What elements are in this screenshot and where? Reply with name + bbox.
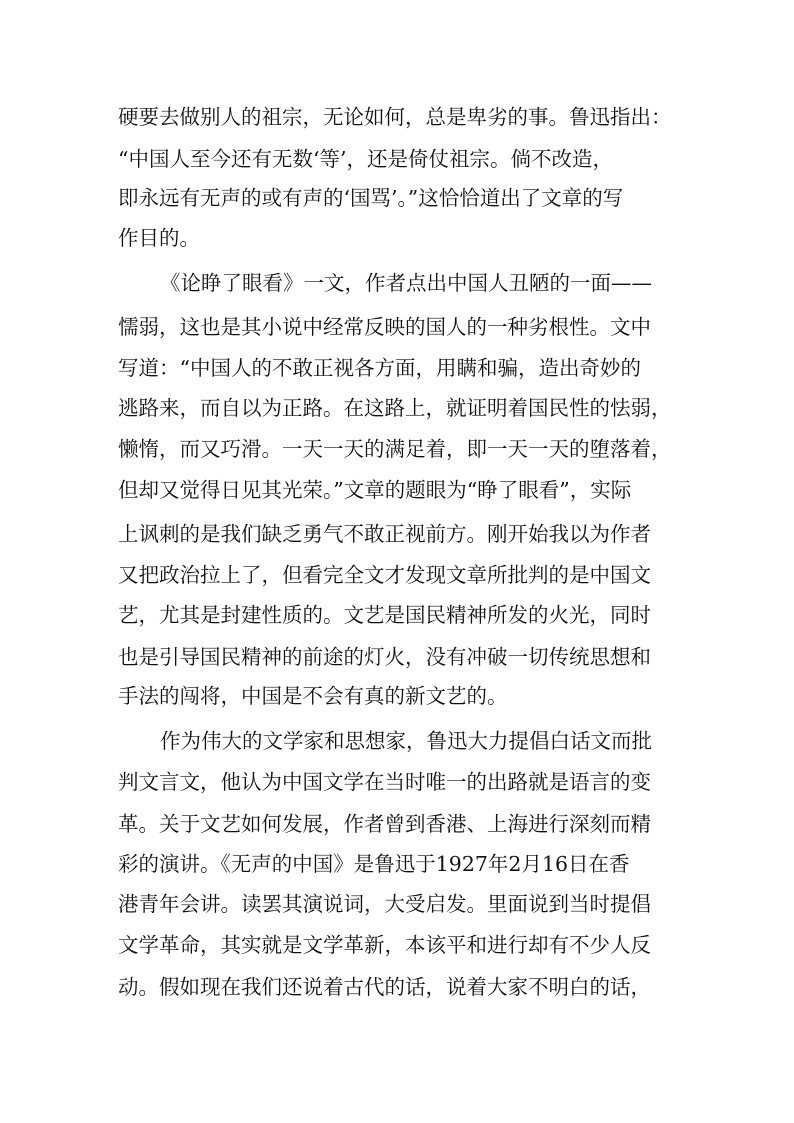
text-line: 文学革命，其实就是文学革新，本该平和进行却有不少人反 xyxy=(118,933,651,957)
text-line: 动。假如现在我们还说着古代的话，说着大家不明白的话， xyxy=(118,975,651,999)
text-line: 写道：“中国人的不敢正视各方面，用瞒和骗，造出奇妙的 xyxy=(118,356,641,380)
text-line: 懒惰，而又巧滑。一天一天的满足着，即一天一天的堕落着， xyxy=(118,437,672,461)
text-line: 艺，尤其是封建性质的。文艺是国民精神所发的火光，同时 xyxy=(118,603,651,627)
text-line: 即永远有无声的或有声的‘国骂’。”这恰恰道出了文章的写 xyxy=(118,186,624,210)
text-line: 上讽刺的是我们缺乏勇气不敢正视前方。刚开始我以为作者 xyxy=(118,522,651,546)
text-line: 又把政治拉上了，但看完全文才发现文章所批判的是中国文 xyxy=(118,563,651,587)
paragraph-first-line: 《论睁了眼看》一文，作者点出中国人丑陋的一面—— xyxy=(160,271,652,295)
text-line: 硬要去做别人的祖宗，无论如何，总是卑劣的事。鲁迅指出： xyxy=(118,105,672,129)
text-line: 逃路来，而自以为正路。在这路上，就证明着国民性的怯弱， xyxy=(118,396,672,420)
text-line: “中国人至今还有无数‘等’，还是倚仗祖宗。倘不改造， xyxy=(118,147,614,171)
text-line: 港青年会讲。读罢其演说词，大受启发。里面说到当时提倡 xyxy=(118,892,651,916)
paragraph-first-line: 作为伟大的文学家和思想家，鲁迅大力提倡白话文而批 xyxy=(160,729,652,753)
text-line: 彩的演讲。《无声的中国》是鲁迅于1927年2月16日在香 xyxy=(118,852,630,876)
text-line: 也是引导国民精神的前途的灯火，没有冲破一切传统思想和 xyxy=(118,645,651,669)
text-line: 但却又觉得日见其光荣。”文章的题眼为“睁了眼看”，实际 xyxy=(118,478,632,502)
text-line: 作目的。 xyxy=(118,226,200,250)
text-line: 革。关于文艺如何发展，作者曾到香港、上海进行深刻而精 xyxy=(118,812,651,836)
text-line: 手法的闯将，中国是不会有真的新文艺的。 xyxy=(118,684,508,708)
text-line: 懦弱，这也是其小说中经常反映的国人的一种劣根性。文中 xyxy=(118,315,651,339)
text-line: 判文言文，他认为中国文学在当时唯一的出路就是语言的变 xyxy=(118,770,651,794)
